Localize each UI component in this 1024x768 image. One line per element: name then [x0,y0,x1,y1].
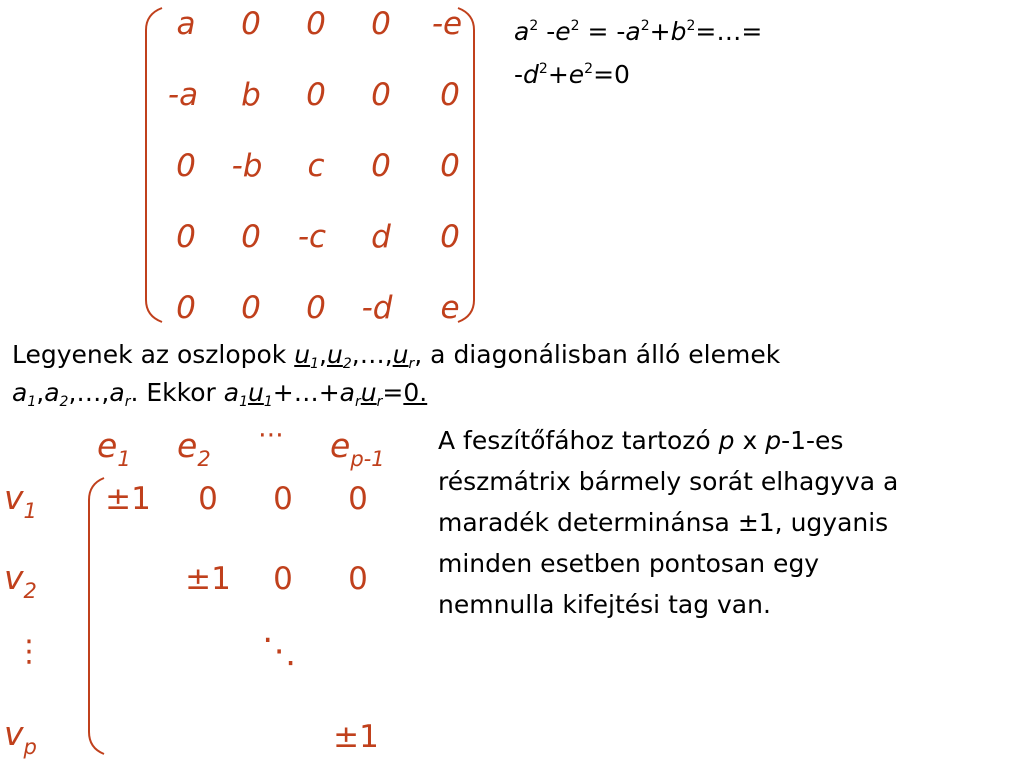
separator: , [36,378,45,407]
top-matrix-cell: a [176,6,196,42]
equation-term: a [625,17,641,46]
equation-term: d [523,60,539,89]
equation-exponent: 2 [640,18,650,34]
equation-operator: - [514,60,524,89]
vector-u: u [360,378,377,407]
separator: +…+ [272,378,340,407]
zero-vector: 0. [403,378,428,407]
bottom-matrix-cell: 0 [348,481,368,517]
top-matrix-cell: 0 [440,148,460,184]
explanation-line-3: maradék determinánsa ±1, ugyanis [438,508,889,537]
equation-line-2 [514,53,934,96]
equation-operator: - [538,17,556,46]
top-matrix-cell: 0 [241,290,261,326]
subscript: 1 [263,394,273,410]
equation-operator: + [649,17,671,46]
bottom-matrix [0,420,430,768]
paragraph-text: , a diagonálisban álló elemek [414,340,781,369]
top-matrix-cell: b [241,77,261,113]
bottom-matrix-cell: 0 [348,561,368,597]
vector-u: u [294,340,311,369]
top-matrix-cell: 0 [176,219,196,255]
paragraph-text: . Ekkor [130,378,224,407]
top-matrix-cell: 0 [440,219,460,255]
top-matrix-cell: 0 [241,6,261,42]
separator: ,…, [68,378,110,407]
top-matrix-cell: 0 [176,290,196,326]
explanation-line-1 [438,420,1018,461]
subscript: r [124,394,131,410]
determinant-equation [514,10,934,96]
top-matrix-cell: 0 [241,219,261,255]
equation-exponent: 2 [570,18,580,34]
variable-p: p [718,426,735,455]
explanation-fragment: -1-es [781,426,844,455]
top-matrix-cell: -e [431,6,463,42]
top-matrix-cell: -a [167,77,199,113]
column-label: $e_1$ [97,426,131,471]
top-matrix-cell: 0 [306,77,326,113]
vector-u: u [392,340,409,369]
equation-operator: + [547,60,569,89]
separator: = [382,378,404,407]
coefficient-a: a [109,378,125,407]
coefficient-a: a [223,378,240,407]
column-label: $e_2$ [177,426,211,471]
column-label: $e_{p-1}$ [330,426,385,471]
separator: ,…, [351,340,393,369]
explanation-line-2: részmátrix bármely sorát elhagyva a [438,467,899,496]
bottom-matrix-cell: ±1 [333,719,379,755]
equation-exponent: 2 [686,18,696,34]
top-matrix-cell: -c [297,219,327,255]
bottom-matrix-cell: 0 [273,561,293,597]
top-matrix-cell: 0 [306,290,326,326]
top-matrix-cell: 0 [440,77,460,113]
row-label: $v_2$ [4,558,37,603]
top-matrix-cell: 0 [306,6,326,42]
top-matrix-cell: 0 [371,6,391,42]
equation-term: b [670,17,687,46]
top-matrix [0,0,490,330]
separator: , [319,340,327,369]
vector-u: u [326,340,343,369]
explanation-fragment: x [734,426,766,455]
subscript: 2 [59,394,69,410]
subscript: 1 [239,394,248,410]
top-matrix-cell: -b [231,148,263,184]
equation-operator: =0 [593,60,630,89]
explanation-fragment: A feszítőfához tartozó [438,426,719,455]
bottom-matrix-cell: 0 [198,481,218,517]
variable-p: p [765,426,782,455]
equation-operator: =…= [695,17,763,46]
equation-term: e [555,17,571,46]
top-matrix-cell: e [440,290,460,326]
top-matrix-cell: 0 [371,148,391,184]
coefficient-a: a [339,378,355,407]
diagonal-dots: ⋱ [262,631,296,671]
equation-term: a [514,17,530,46]
equation-operator: = - [579,17,626,46]
column-label-dots: ⋯ [258,420,284,450]
top-matrix-left-bracket [146,8,162,322]
explanation-text [438,420,1018,625]
paragraph-text: Legyenek az oszlopok [12,340,295,369]
row-label-dots: ⋮ [14,634,44,669]
bottom-matrix-cell: ±1 [185,561,231,597]
bottom-matrix-cell: ±1 [105,481,151,517]
equation-exponent: 2 [529,18,539,34]
subscript: 1 [27,394,37,410]
vector-u: u [247,378,264,407]
subscript: 2 [342,356,352,372]
row-label: $v_p$ [4,714,37,759]
subscript: 1 [310,356,320,372]
explanation-line-4: minden esetben pontosan egy [438,549,820,578]
subscript: r [408,356,415,372]
paragraph-line-1 [12,336,1012,374]
equation-term: e [568,60,585,89]
subscript: r [376,394,383,410]
top-matrix-cell: 0 [176,148,196,184]
paragraph-line-2 [12,374,1012,412]
equation-exponent: 2 [538,61,548,77]
coefficient-a: a [44,378,60,407]
equation-line-1 [514,10,934,53]
explanation-line-5: nemnulla kifejtési tag van. [438,590,771,619]
top-matrix-cell: 0 [371,77,391,113]
coefficient-a: a [12,378,28,407]
top-matrix-cell: d [371,219,391,255]
row-label: $v_1$ [4,478,37,523]
definition-paragraph [12,336,1012,412]
equation-exponent: 2 [584,61,594,77]
top-matrix-cell: -d [361,290,393,326]
top-matrix-cell: c [307,148,325,184]
bottom-matrix-cell: 0 [273,481,293,517]
subscript: r [355,394,361,410]
